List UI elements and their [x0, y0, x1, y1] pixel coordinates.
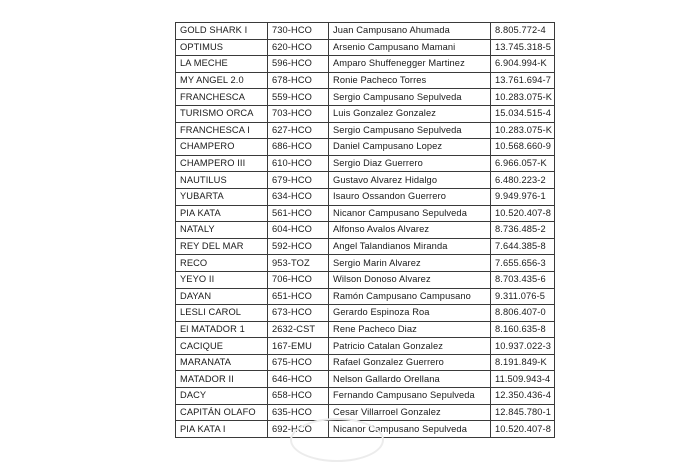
owner-name-cell: Nelson Gallardo Orellana — [329, 371, 491, 388]
table-row — [176, 39, 555, 56]
vessel-name-cell: PIA KATA — [176, 205, 268, 222]
rut-cell: 8.806.407-0 — [491, 305, 555, 322]
owner-name-cell: Arsenio Campusano Mamani — [329, 39, 491, 56]
rut-cell: 12.845.780-1 — [491, 404, 555, 421]
owner-name-cell: Patricio Catalan Gonzalez — [329, 338, 491, 355]
owner-name-cell: Alfonso Avalos Alvarez — [329, 222, 491, 239]
owner-name-cell: Angel Talandianos Miranda — [329, 238, 491, 255]
rut-cell: 10.520.407-8 — [491, 421, 555, 438]
vessel-name-cell: GOLD SHARK I — [176, 23, 268, 40]
table-row — [176, 222, 555, 239]
table-row — [176, 122, 555, 139]
owner-name-cell: Sergio Diaz Guerrero — [329, 155, 491, 172]
table-row — [176, 72, 555, 89]
owner-name-cell: Isauro Ossandon Guerrero — [329, 188, 491, 205]
owner-name-cell: Nicanor Campusano Sepulveda — [329, 421, 491, 438]
rut-cell: 6.480.223-2 — [491, 172, 555, 189]
owner-name-cell: Juan Campusano Ahumada — [329, 23, 491, 40]
owner-name-cell: Ronie Pacheco Torres — [329, 72, 491, 89]
table-row — [176, 321, 555, 338]
table-row — [176, 271, 555, 288]
owner-name-cell: Sergio Campusano Sepulveda — [329, 122, 491, 139]
watermark-seal — [290, 418, 384, 462]
table-row — [176, 155, 555, 172]
owner-name-cell: Cesar Villarroel Gonzalez — [329, 404, 491, 421]
rut-cell: 9.949.976-1 — [491, 188, 555, 205]
rut-cell: 11.509.943-4 — [491, 371, 555, 388]
rut-cell: 7.644.385-8 — [491, 238, 555, 255]
rut-cell: 10.520.407-8 — [491, 205, 555, 222]
vessel-name-cell: MATADOR II — [176, 371, 268, 388]
registration-cell: 646-HCO — [268, 371, 329, 388]
registration-cell: 559-HCO — [268, 89, 329, 106]
vessel-name-cell: RECO — [176, 255, 268, 272]
vessel-name-cell: CHAMPERO — [176, 139, 268, 156]
registration-cell: 692-HCO — [268, 421, 329, 438]
vessel-name-cell: TURISMO ORCA — [176, 105, 268, 122]
registration-cell: 2632-CST — [268, 321, 329, 338]
registration-cell: 610-HCO — [268, 155, 329, 172]
rut-cell: 8.805.772-4 — [491, 23, 555, 40]
table-row — [176, 105, 555, 122]
rut-cell: 10.283.075-K — [491, 122, 555, 139]
table-row — [176, 255, 555, 272]
registration-cell: 635-HCO — [268, 404, 329, 421]
registration-cell: 651-HCO — [268, 288, 329, 305]
rut-cell: 10.283.075-K — [491, 89, 555, 106]
registration-cell: 658-HCO — [268, 388, 329, 405]
rut-cell: 12.350.436-4 — [491, 388, 555, 405]
rut-cell: 7.655.656-3 — [491, 255, 555, 272]
rut-cell: 8.160.635-8 — [491, 321, 555, 338]
rut-cell: 8.703.435-6 — [491, 271, 555, 288]
vessel-name-cell: NAUTILUS — [176, 172, 268, 189]
rut-cell: 13.761.694-7 — [491, 72, 555, 89]
table-row — [176, 205, 555, 222]
vessel-name-cell: FRANCHESCA — [176, 89, 268, 106]
registration-cell: 596-HCO — [268, 56, 329, 73]
registration-cell: 592-HCO — [268, 238, 329, 255]
table-row — [176, 23, 555, 40]
owner-name-cell: Luis Gonzalez Gonzalez — [329, 105, 491, 122]
vessel-name-cell: DACY — [176, 388, 268, 405]
vessel-name-cell: NATALY — [176, 222, 268, 239]
owner-name-cell: Sergio Campusano Sepulveda — [329, 89, 491, 106]
table-row — [176, 188, 555, 205]
vessel-name-cell: MY ANGEL 2.0 — [176, 72, 268, 89]
document-page — [175, 22, 554, 438]
vessel-name-cell: DAYAN — [176, 288, 268, 305]
rut-cell: 8.736.485-2 — [491, 222, 555, 239]
table-body — [176, 23, 555, 438]
registration-cell: 706-HCO — [268, 271, 329, 288]
vessel-registry-table — [175, 22, 555, 438]
vessel-name-cell: FRANCHESCA I — [176, 122, 268, 139]
owner-name-cell: Fernando Campusano Sepulveda — [329, 388, 491, 405]
vessel-name-cell: REY DEL MAR — [176, 238, 268, 255]
vessel-name-cell: El MATADOR 1 — [176, 321, 268, 338]
registration-cell: 703-HCO — [268, 105, 329, 122]
vessel-name-cell: YEYO II — [176, 271, 268, 288]
owner-name-cell: Gustavo Alvarez Hidalgo — [329, 172, 491, 189]
owner-name-cell: Rene Pacheco Diaz — [329, 321, 491, 338]
owner-name-cell: Nicanor Campusano Sepulveda — [329, 205, 491, 222]
table-row — [176, 388, 555, 405]
vessel-name-cell: LESLI CAROL — [176, 305, 268, 322]
registration-cell: 678-HCO — [268, 72, 329, 89]
table-row — [176, 338, 555, 355]
vessel-name-cell: MARANATA — [176, 354, 268, 371]
registration-cell: 167-EMU — [268, 338, 329, 355]
owner-name-cell: Gerardo Espinoza Roa — [329, 305, 491, 322]
vessel-name-cell: LA MECHE — [176, 56, 268, 73]
registration-cell: 673-HCO — [268, 305, 329, 322]
registration-cell: 953-TOZ — [268, 255, 329, 272]
rut-cell: 15.034.515-4 — [491, 105, 555, 122]
registration-cell: 686-HCO — [268, 139, 329, 156]
registration-cell: 604-HCO — [268, 222, 329, 239]
vessel-name-cell: CAPITÁN OLAFO — [176, 404, 268, 421]
rut-cell: 6.966.057-K — [491, 155, 555, 172]
table-row — [176, 238, 555, 255]
table-row — [176, 89, 555, 106]
rut-cell: 10.937.022-3 — [491, 338, 555, 355]
vessel-name-cell: OPTIMUS — [176, 39, 268, 56]
table-row — [176, 139, 555, 156]
owner-name-cell: Daniel Campusano Lopez — [329, 139, 491, 156]
owner-name-cell: Wilson Donoso Alvarez — [329, 271, 491, 288]
table-row — [176, 305, 555, 322]
owner-name-cell: Ramón Campusano Campusano — [329, 288, 491, 305]
registration-cell: 730-HCO — [268, 23, 329, 40]
owner-name-cell: Amparo Shuffenegger Martinez — [329, 56, 491, 73]
rut-cell: 13.745.318-5 — [491, 39, 555, 56]
table-row — [176, 354, 555, 371]
registration-cell: 627-HCO — [268, 122, 329, 139]
vessel-name-cell: YUBARTA — [176, 188, 268, 205]
owner-name-cell: Sergio Marin Alvarez — [329, 255, 491, 272]
table-row — [176, 288, 555, 305]
owner-name-cell: Rafael Gonzalez Guerrero — [329, 354, 491, 371]
registration-cell: 679-HCO — [268, 172, 329, 189]
registration-cell: 620-HCO — [268, 39, 329, 56]
table-row — [176, 371, 555, 388]
rut-cell: 8.191.849-K — [491, 354, 555, 371]
rut-cell: 9.311.076-5 — [491, 288, 555, 305]
table-row — [176, 404, 555, 421]
registration-cell: 675-HCO — [268, 354, 329, 371]
vessel-name-cell: PIA KATA I — [176, 421, 268, 438]
rut-cell: 6.904.994-K — [491, 56, 555, 73]
registration-cell: 561-HCO — [268, 205, 329, 222]
registration-cell: 634-HCO — [268, 188, 329, 205]
rut-cell: 10.568.660-9 — [491, 139, 555, 156]
table-row — [176, 56, 555, 73]
vessel-name-cell: CACIQUE — [176, 338, 268, 355]
vessel-name-cell: CHAMPERO III — [176, 155, 268, 172]
table-row — [176, 172, 555, 189]
